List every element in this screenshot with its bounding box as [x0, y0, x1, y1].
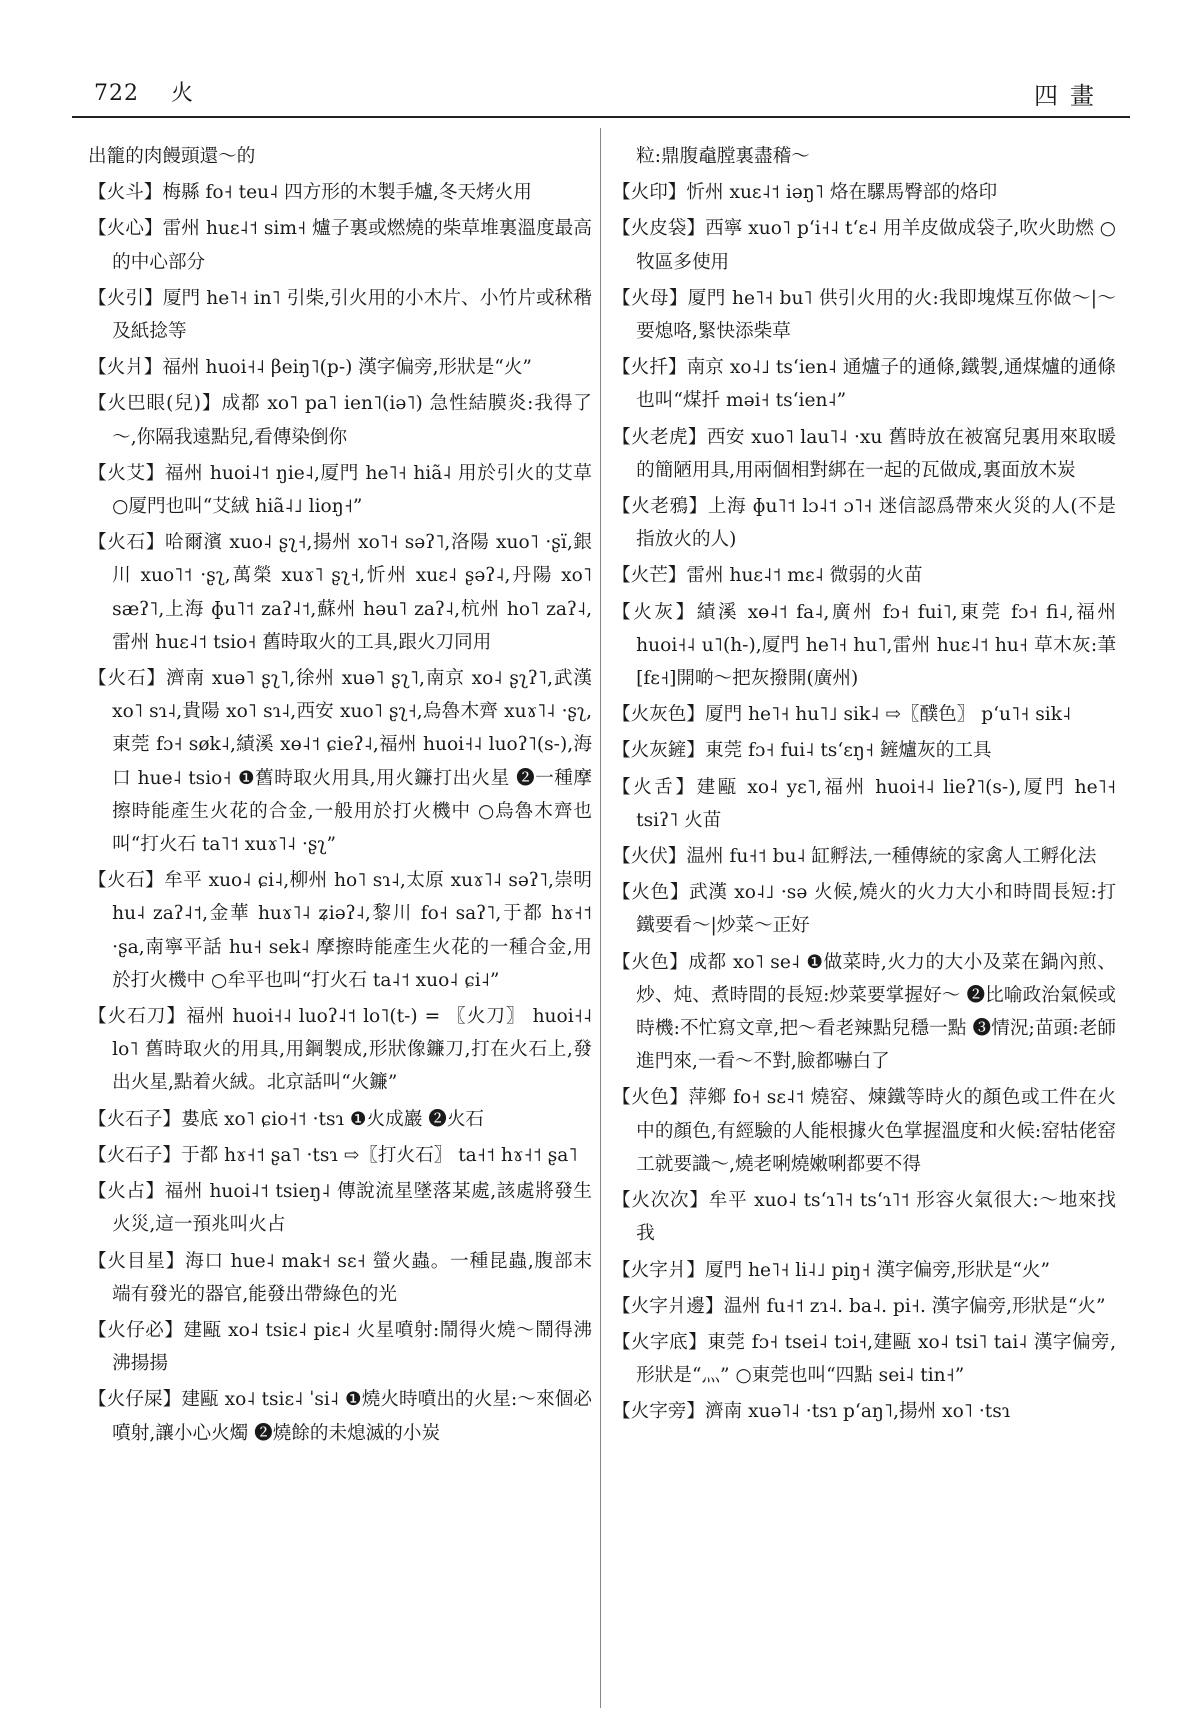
dictionary-entry: 【火色】武漢 xo˨˩ ·sə 火候,燒火的火力大小和時間長短:打鐵要看～|炒菜～正好	[612, 882, 1116, 937]
dictionary-entry: 【火母】厦門 he˥˧ bu˥ 供引火用的火:我即塊煤互你做～|～要熄咯,緊快添柴草	[612, 287, 1116, 343]
header-radical: 火	[171, 81, 195, 106]
dictionary-entry: 【火仔必】建甌 xo˨ tsiɛ˨ piɛ˨ 火星噴射:鬧得火燒～鬧得沸沸揚揚	[88, 1319, 592, 1375]
dictionary-entry: 【火印】忻州 xuɛ˨˦ iəŋ˥ 烙在騾馬臀部的烙印	[612, 182, 998, 204]
dictionary-entry: 【火扦】南京 xo˨˩ tsʻien˨ 通爐子的通條,鐵製,通煤爐的通條也叫“煤扦 məi˧ tsʻien˨”	[612, 357, 1116, 412]
header-left	[94, 76, 194, 107]
dictionary-entry: 【火伏】温州 fu˧˦ bu˨ 缸孵法,一種傳統的家禽人工孵化法	[612, 846, 1097, 868]
dictionary-entry: 【火巴眼(兒)】成都 xo˥ pa˥ ien˥(iə˥) 急性結膜炎:我得了～,你隔我遠點兒,看傳染倒你	[88, 393, 592, 448]
dictionary-entry: 【火艾】福州 huoi˨˦ ŋie˨,厦門 he˥˧ hiã˨ 用於引火的艾草 ○厦門也叫“艾絨 hiã˨˩ lioŋ˧”	[88, 462, 592, 518]
dictionary-entry: 【火石】牟平 xuo˨ ɕi˨,柳州 ho˥ sɿ˨,太原 xuɤ˥˨ səʔ˥,崇明 hu˨ zaʔ˨˦,金華 huɤ˥˨ ʑiəʔ˨,黎川 fo˧ saʔ˥,于都 hɤ˧˦ ·ʂa,南寧平話 hu˧ sek˨ 摩擦時能產生火花的一種合金,用於打火機中 ○牟平也叫“打火石 ta˨˦ xuo˨ ɕi˨”	[88, 870, 592, 991]
dictionary-entry: 【火石刀】福州 huoi˧˨ luoʔ˨˦ lo˥(t-) = 〖火刀〗 huoi˧˨ lo˥ 舊時取火的用具,用鋼製成,形狀像鐮刀,打在火石上,發出火星,點着火絨。北京話叫“火鐮”	[88, 1006, 592, 1094]
dictionary-entry: 【火色】萍鄉 fo˧ sɛ˨˦ 燒窑、煉鐵等時火的顏色或工件在火中的顏色,有經驗的人能根據火色掌握溫度和火候:窑牯佬窑工就要識～,燒老唎燒嫩唎都要不得	[612, 1087, 1116, 1175]
dictionary-entry: 【火石子】婁底 xo˥ ɕio˧˦ ·tsɿ ❶火成巖 ❷火石	[88, 1108, 485, 1130]
dictionary-entry: 【火石】濟南 xuə˥ ʂʅ˥,徐州 xuə˥ ʂʅ˥,南京 xo˨ ʂʅʔ˥,武漢 xo˥ sɿ˨,貴陽 xo˥ sɿ˨,西安 xuo˥ ʂʅ˧,烏魯木齊 xuɤ˥˨ ·ʂʅ,東莞 fɔ˧ søk˨,績溪 xɵ˨˦ ɕieʔ˨,福州 huoi˧˨ luoʔ˥(s-),海口 hue˨ tsio˧ ❶舊時取火用具,用火鐮打出火星 ❷一種摩擦時能產生火花的合金,一般用於打火機中 ○烏魯木齊也叫“打火石 ta˥˦ xuɤ˥˨ ·ʂʅ”	[88, 668, 592, 856]
dictionary-entry: 【火灰鏟】東莞 fɔ˧ fui˨ tsʻɛŋ˧ 鏟爐灰的工具	[612, 740, 992, 762]
dictionary-entry: 【火字爿】厦門 he˥˧ li˨˩ piŋ˧ 漢字偏旁,形狀是“火”	[612, 1259, 1051, 1281]
dictionary-entry: 【火占】福州 huoi˨˦ tsieŋ˨ 傳說流星墜落某處,該處將發生火災,這一預兆叫火占	[88, 1181, 592, 1236]
dictionary-entry: 【火次次】牟平 xuo˨ tsʻɿ˥˧ tsʻɿ˥˦ 形容火氣很大:～地來找我	[612, 1190, 1116, 1245]
dictionary-entry: 【火爿】福州 huoi˧˨ βeiŋ˥(p-) 漢字偏旁,形狀是“火”	[88, 357, 532, 379]
page-number: 722	[94, 81, 139, 106]
dictionary-entry: 【火舌】建甌 xo˨ yɛ˥,福州 huoi˧˨ lieʔ˥(s-),厦門 he˥˧ tsiʔ˥ 火苗	[612, 776, 1116, 831]
dictionary-entry: 【火老鴉】上海 ɸu˥˦ lɔ˨˦ ɔ˥˧ 迷信認爲帶來火災的人(不是指放火的人)	[612, 496, 1116, 551]
dictionary-entry: 【火字爿邊】温州 fu˧˦ zɿ˨. ba˨. pi˧. 漢字偏旁,形狀是“火”	[612, 1295, 1106, 1317]
dictionary-entry: 【火灰色】厦門 he˥˧ hu˥˩ sik˨ ⇨〖醭色〗 pʻu˥˧ sik˨	[612, 704, 1072, 726]
page-header	[72, 70, 1130, 118]
dictionary-entry: 【火字旁】濟南 xuə˥˨ ·tsɿ pʻaŋ˥,揚州 xo˥ ·tsɿ	[612, 1401, 1011, 1423]
dictionary-entry: 【火石】哈爾濱 xuo˨ ʂʅ˧,揚州 xo˥˧ səʔ˥,洛陽 xuo˥ ·ʂï,銀川 xuo˥˦ ·ʂʅ,萬榮 xuɤ˥ ʂʅ˧,忻州 xuɛ˨ ʂəʔ˨,丹陽 xo˥ sæʔ˥,上海 ɸu˥˦ zaʔ˨˦,蘇州 həu˥ zaʔ˨,杭州 ho˥ zaʔ˨,雷州 huɛ˨˦ tsio˧ 舊時取火的工具,跟火刀同用	[88, 532, 592, 653]
dictionary-entry: 【火引】厦門 he˥˧ in˥ 引柴,引火用的小木片、小竹片或秫稭及紙捻等	[88, 287, 592, 343]
left-column	[88, 140, 592, 1706]
dictionary-entry: 【火心】雷州 huɛ˨˦ sim˧ 爐子裏或燃燒的柴草堆裏溫度最高的中心部分	[88, 218, 592, 273]
dictionary-entry: 【火字底】東莞 fɔ˧ tsei˨ tɔi˧,建甌 xo˨ tsi˥ tai˨ 漢字偏旁,形狀是“灬” ○東莞也叫“四點 sei˨ tin˧”	[612, 1331, 1116, 1387]
dictionary-entry: 【火仔屎】建甌 xo˨ tsiɛ˨ ˈsi˨ ❶燒火時噴出的火星:～來個必噴射,讓小心火燭 ❷燒餘的未熄滅的小炭	[88, 1389, 592, 1444]
column-divider	[600, 128, 601, 1708]
continuation-text: 出籠的肉饅頭還～的	[88, 146, 256, 167]
dictionary-entry: 【火灰】績溪 xɵ˨˦ fa˨,廣州 fɔ˧ fui˥,東莞 fɔ˧ fi˨,福州 huoi˧˨ u˥(h-),厦門 he˥˧ hu˥,雷州 huɛ˨˦ hu˧ 草木灰:茟[fɛ˧]開啲～把灰撥開(廣州)	[612, 601, 1116, 690]
dictionary-entry: 【火目星】海口 hue˨ mak˧ sɛ˧ 螢火蟲。一種昆蟲,腹部末端有發光的器官,能發出帶綠色的光	[88, 1250, 592, 1305]
dictionary-entry: 【火斗】梅縣 fo˧ teu˨ 四方形的木製手爐,冬天烤火用	[88, 182, 532, 204]
dictionary-entry: 【火皮袋】西寧 xuo˥ pʻi˧˨ tʻɛ˨ 用羊皮做成袋子,吹火助燃 ○牧區多使用	[612, 218, 1116, 273]
continuation-text: 粒:鼎腹鼀膛裏盡稽～	[636, 146, 810, 167]
entry-list	[612, 176, 1116, 1428]
dictionary-entry: 【火老虎】西安 xuo˥ lau˥˨ ·xu 舊時放在被窩兒裏用來取暖的簡陋用具,用兩個相對綁在一起的瓦做成,裏面放木炭	[612, 426, 1116, 481]
right-column	[612, 140, 1116, 1706]
entry-list	[88, 176, 592, 1450]
header-section: 四畫	[1034, 82, 1106, 110]
dictionary-entry: 【火石子】于都 hɤ˧˦ ʂa˥ ·tsɿ ⇨〖打火石〗 ta˧˦ hɤ˧˦ ʂa˥	[88, 1144, 578, 1166]
dictionary-entry: 【火芒】雷州 huɛ˨˦ mɛ˨ 微弱的火苗	[612, 565, 923, 587]
dictionary-entry: 【火色】成都 xo˥ se˨ ❶做菜時,火力的大小及菜在鍋內煎、炒、炖、煮時間的長短:炒菜要掌握好～ ❷比喻政治氣候或時機:不忙寫文章,把～看老辣點兒穩一點 ❸情況;苗頭:老師進門來,一看～不對,臉都嚇白了	[612, 951, 1116, 1073]
